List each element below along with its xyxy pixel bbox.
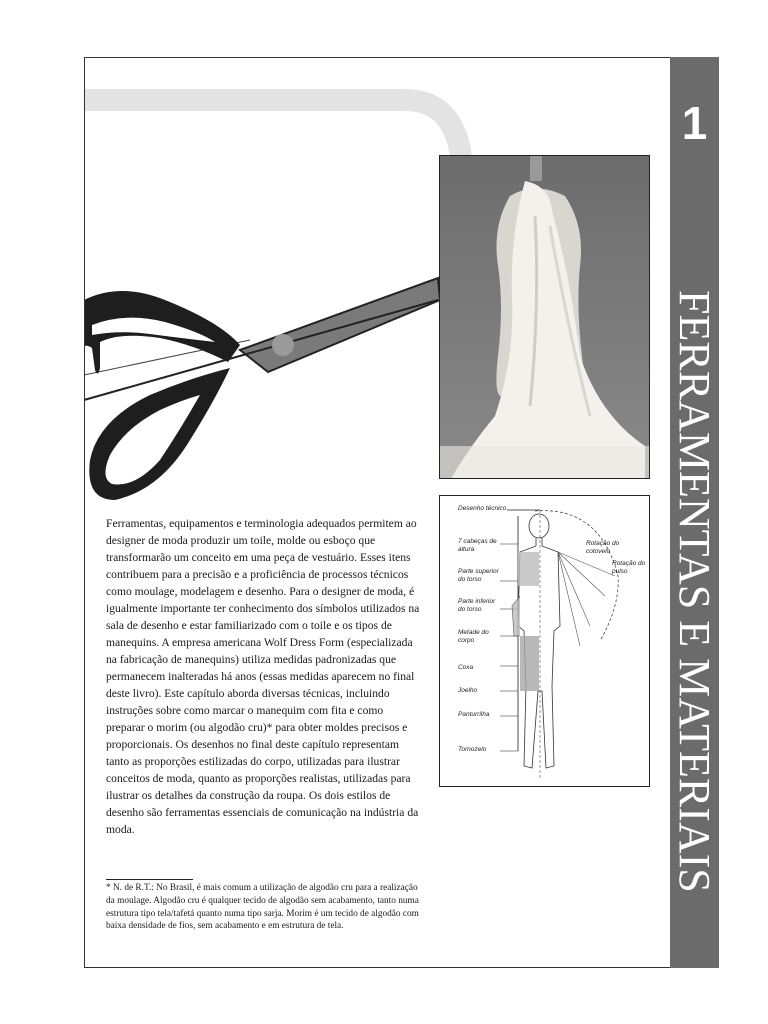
body-paragraph: Ferramentas, equipamentos e terminologia adequados permitem ao designer de moda produzir um toile, molde ou esboço que transformarão um conceito em uma peça de vestuário. Esses itens contribuem para a precisão e a proficiência de processos técnicos como moulage, modelagem e desenho. Para o designer de moda, é igualmente importante ter conhecimento dos símbolos utilizados na sala de desenho e estar familiarizado com o toile e os tipos de manequins. A empresa americana Wolf Dress Form (especializada na fabricação de manequins) utiliza medidas padronizadas que permanecem inalteradas há anos (essas medidas aparecem no final deste livro). Este capítulo aborda diversas técnicas, incluindo instruções sobre como marcar o manequim com fita e como preparar o morim (ou algodão cru)* para obter moldes precisos e proporcionais. Os desenhos no final deste capítulo representam tanto as proporções estilizadas do corpo, utilizadas para ilustrar conceitos de moda, quanto as proporções realistas, utilizadas para ilustrar os detalhes da construção da roupa. Os dois estilos de desenho são ferramentas essenciais de comunicação na indústria da moda.: [106, 517, 420, 836]
technical-drawing-diagram: [439, 495, 650, 787]
footnote: * N. de R.T.: No Brasil, é mais comum a utilização de algodão cru para a realização da moulage. Algodão cru é qualquer tecido de algodão sem acabamento, tanto numa estrutura tipo tela/tafetá quanto numa tipo sarja. Morim é um tecido de algodão com baixa densidade de fios, sem acabamento e em estrutura de tela.: [106, 883, 419, 932]
label-height: 7 cabeças de altura: [458, 538, 497, 553]
label-upper-torso: Parte superior do torso: [458, 568, 499, 583]
label-lower-torso: Parte inferior do torso: [458, 598, 496, 613]
label-calf: Panturrilha: [458, 711, 490, 718]
label-ankle: Tornozelo: [458, 746, 487, 753]
chapter-title: FERRAMENTAS E MATERIAIS: [670, 290, 719, 893]
footnote-rule: [106, 879, 193, 880]
label-mid-body: Metade do corpo: [458, 629, 489, 644]
label-knee: Joelho: [458, 687, 478, 694]
diagram-title: Desenho técnico: [458, 505, 507, 512]
label-wrist-rotation: Rotação do pulso: [612, 560, 646, 575]
label-thigh: Coxa: [458, 664, 474, 671]
chapter-number: 1: [681, 97, 708, 149]
dress-form-photo: [439, 155, 650, 479]
label-elbow-rotation: Rotação do cotovelo: [586, 540, 620, 555]
